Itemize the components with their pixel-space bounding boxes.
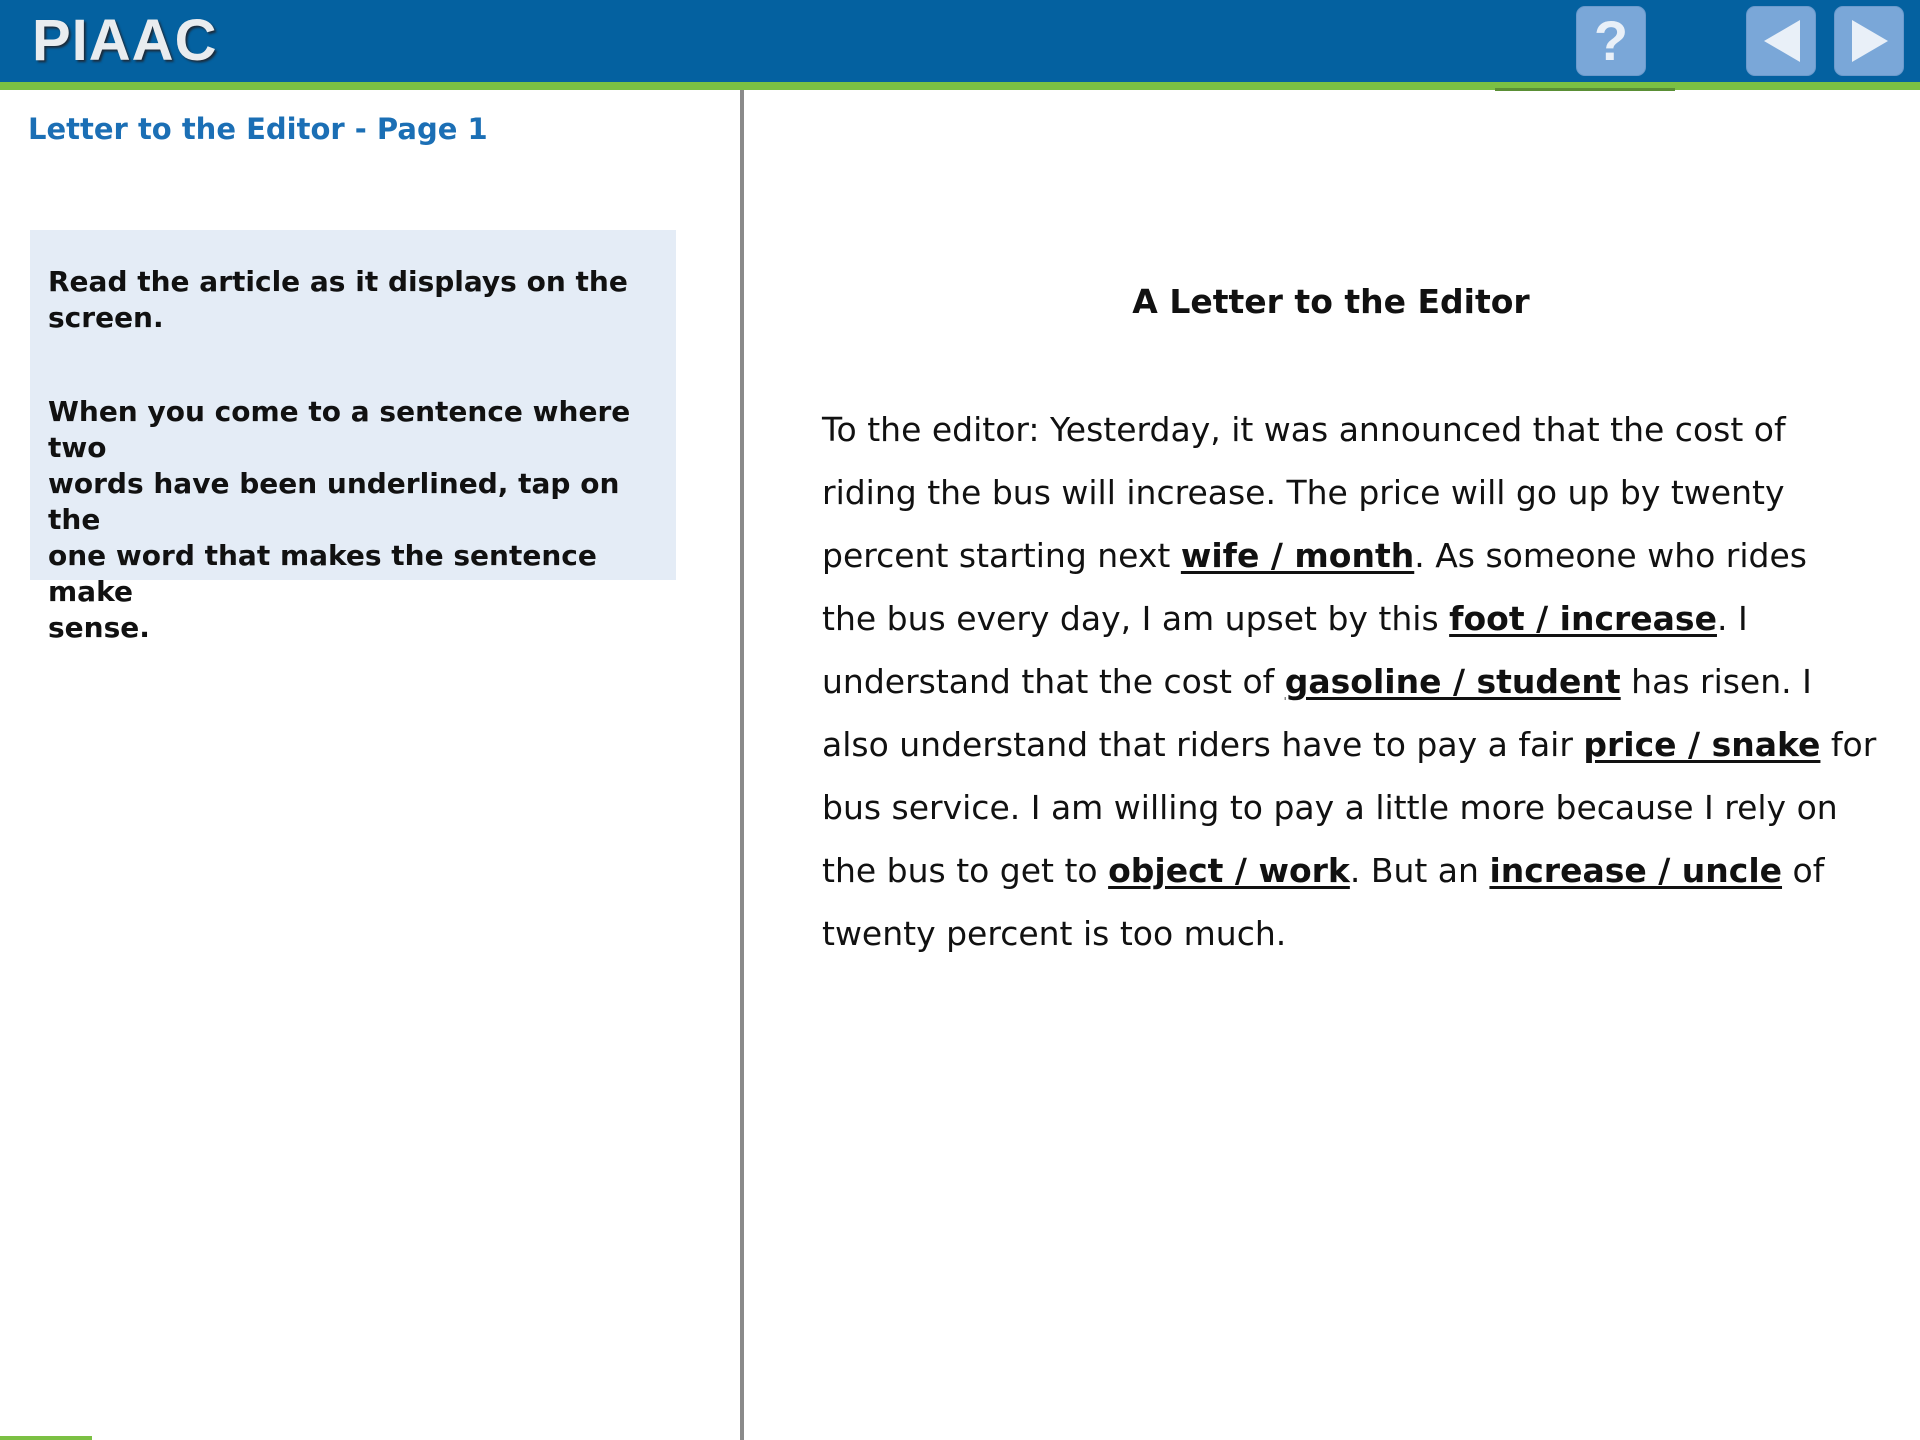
help-button[interactable]: [1576, 6, 1646, 76]
article-text: has risen. I: [1620, 662, 1812, 701]
header-accent-shade: [1495, 88, 1675, 91]
instruction-paragraph-1: [48, 264, 656, 336]
article-line: [822, 839, 1825, 902]
header-accent-line: [0, 82, 1920, 90]
article-line: [822, 713, 1877, 776]
article-line: [822, 398, 1822, 461]
article-text: . I: [1716, 599, 1748, 638]
footer-accent: [0, 1436, 92, 1440]
article-text: percent starting next: [822, 536, 1181, 575]
instruction-box: [30, 230, 676, 644]
article-text: the bus every day, I am upset by this: [822, 599, 1450, 638]
back-button[interactable]: [1746, 6, 1816, 76]
article-line: [822, 524, 1822, 587]
article-line: [822, 587, 1822, 650]
article-line: [822, 776, 1838, 839]
instruction-text: sense.: [48, 611, 150, 644]
instruction-text: words have been underlined, tap on the: [48, 467, 620, 536]
instruction-text: Read the article as it displays on the: [48, 265, 628, 298]
next-button[interactable]: [1834, 6, 1904, 76]
word-choice-foot-increase[interactable]: foot / increase: [1449, 599, 1717, 638]
triangle-right-icon: [1846, 16, 1892, 66]
article-text: understand that the cost of: [822, 662, 1285, 701]
article-text: twenty percent is too much.: [822, 914, 1287, 953]
question-icon: ?: [1593, 9, 1629, 72]
article-line: [822, 461, 1822, 524]
article-line: [822, 650, 1822, 713]
word-choice-gasoline-student[interactable]: gasoline / student: [1284, 662, 1621, 701]
article-text: of: [1782, 851, 1825, 890]
article-text: . But an: [1349, 851, 1490, 890]
article-text: the bus to get to: [822, 851, 1109, 890]
instruction-paragraph-2: [48, 394, 656, 646]
article-text: To the editor: Yesterday, it was announced that the cost of: [822, 410, 1786, 449]
top-bar: [0, 0, 1920, 82]
article-title: A Letter to the Editor: [1132, 282, 1530, 321]
word-choice-wife-month[interactable]: wife / month: [1180, 536, 1415, 575]
article-text: also understand that riders have to pay a fair: [822, 725, 1584, 764]
article-text: for: [1820, 725, 1877, 764]
article-line: [822, 902, 1822, 965]
instruction-text: one word that makes the sentence make: [48, 539, 597, 608]
word-choice-price-snake[interactable]: price / snake: [1583, 725, 1821, 764]
triangle-left-icon: [1758, 16, 1804, 66]
article-body: [822, 398, 1877, 965]
instruction-text: When you come to a sentence where two: [48, 395, 631, 464]
page-title: Letter to the Editor - Page 1: [28, 112, 488, 146]
word-choice-increase-uncle[interactable]: increase / uncle: [1489, 851, 1783, 890]
word-choice-object-work[interactable]: object / work: [1108, 851, 1350, 890]
article-text: bus service. I am willing to pay a little more because I rely on: [822, 788, 1838, 827]
piaac-logo: PIAAC: [32, 8, 218, 73]
article-text: riding the bus will increase. The price will go up by twenty: [822, 473, 1785, 512]
instruction-text: screen.: [48, 301, 164, 334]
article-text: . As someone who rides: [1414, 536, 1807, 575]
